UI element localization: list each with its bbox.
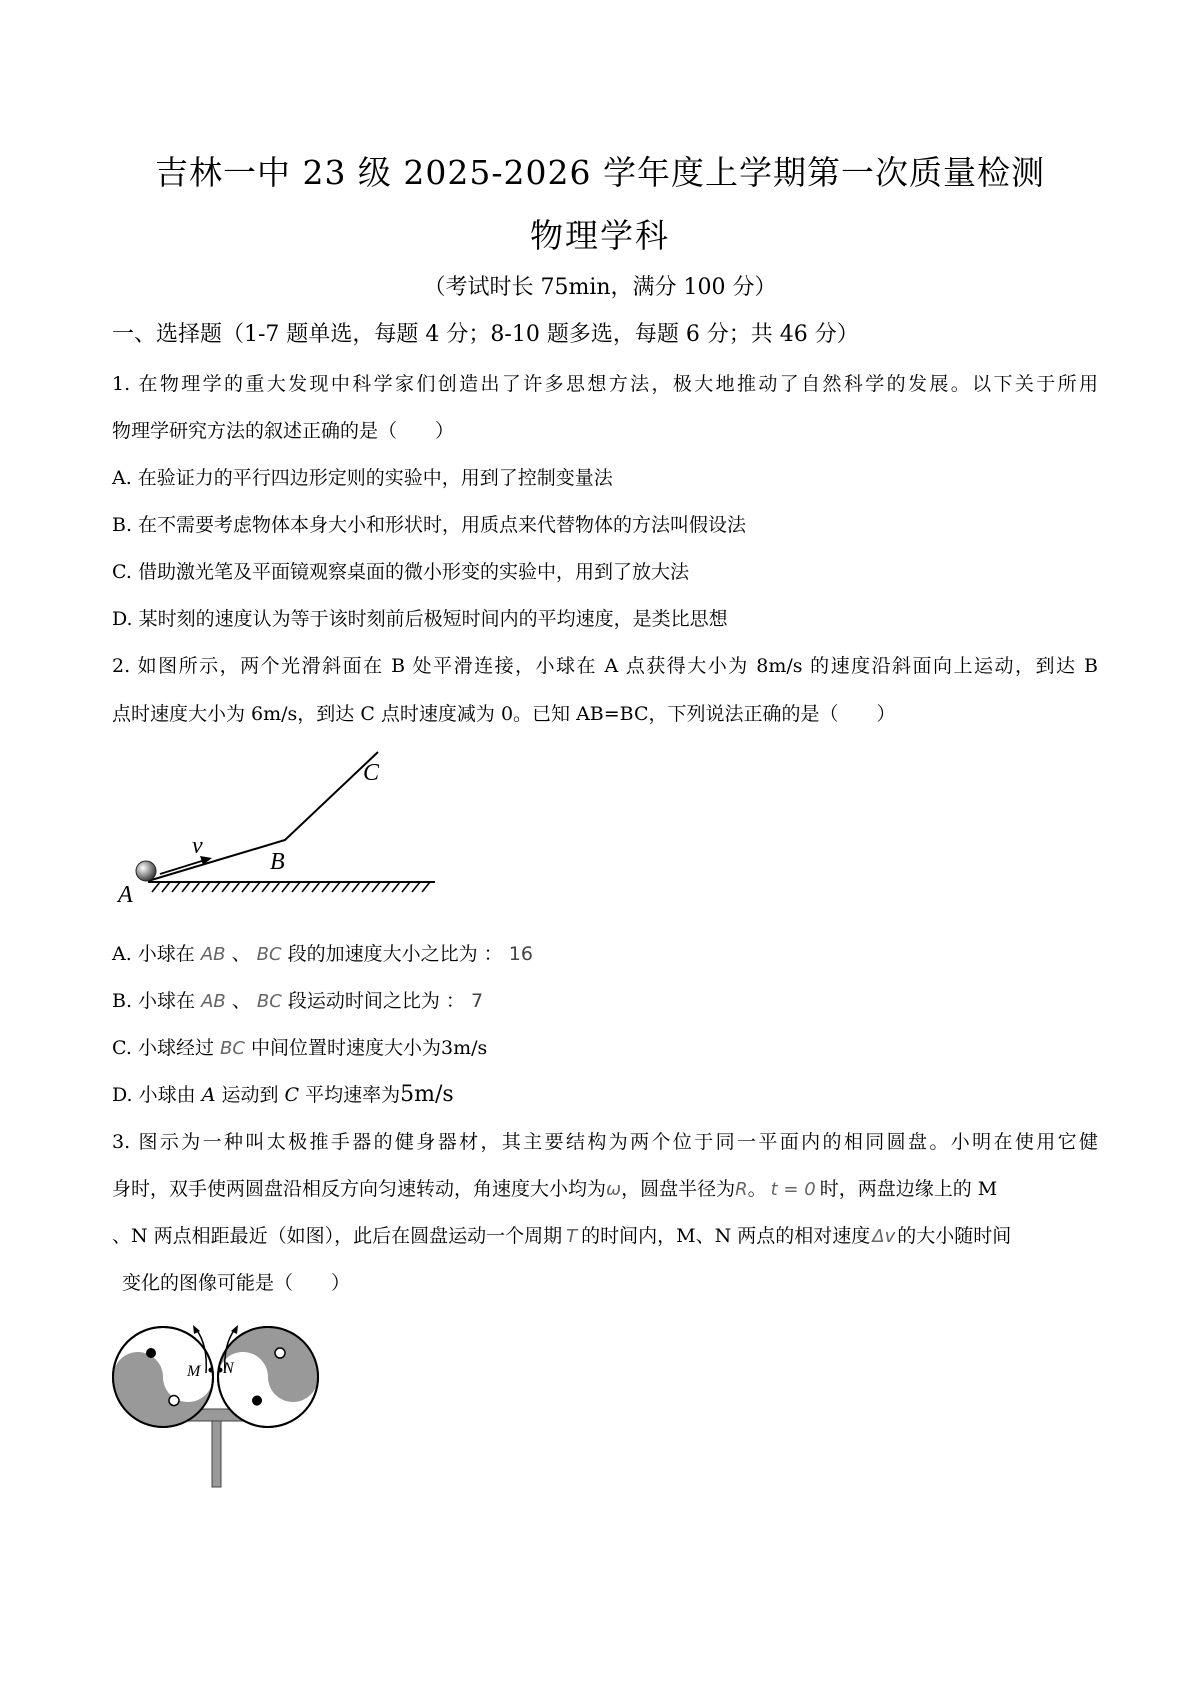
q2-stem-line2: 点时速度大小为 6m/s，到达 C 点时速度减为 0。已知 AB=BC，下列说法正确的是（ ） bbox=[112, 703, 896, 725]
incline-path bbox=[148, 752, 378, 881]
q3-stem-line1: 3. 图示为一种叫太极推手器的健身器材，其主要结构为两个位于同一平面内的相同圆盘。小明在使用它健 bbox=[112, 1131, 1098, 1153]
q1-stem-line2: 物理学研究方法的叙述正确的是（ ） bbox=[112, 420, 455, 442]
label-m: M bbox=[187, 1363, 201, 1380]
q1-option-d: D. 某时刻的速度认为等于该时刻前后极短时间内的平均速度，是类比思想 bbox=[112, 608, 728, 630]
q1-stem-line1: 1. 在物理学的重大发现中科学家们创造出了许多思想方法，极大地推动了自然科学的发展。以下关于所用 bbox=[112, 373, 1098, 395]
q2-stem-line1: 2. 如图所示，两个光滑斜面在 B 处平滑连接，小球在 A 点获得大小为 8m/s 的速度沿斜面向上运动，到达 B bbox=[112, 655, 1098, 677]
q2-option-d: D. 小球由 A 运动到 C 平均速率为5m/s bbox=[112, 1082, 454, 1107]
ground-hatching bbox=[152, 882, 430, 892]
point-n bbox=[218, 1368, 223, 1373]
q1-option-b: B. 在不需要考虑物体本身大小和形状时，用质点来代替物体的方法叫假设法 bbox=[112, 514, 747, 536]
label-c: C bbox=[363, 760, 380, 786]
exam-info: （考试时长 75min，满分 100 分） bbox=[423, 275, 777, 300]
q3-stem-line2: 身时，双手使两圆盘沿相反方向匀速转动，角速度大小均为ω，圆盘半径为R。 t = 0 时，两盘边缘上的 M bbox=[112, 1178, 998, 1200]
q2-option-a: A. 小球在 AB 、 BC 段的加速度大小之比为 ： 16 bbox=[112, 943, 533, 965]
exam-title: 吉林一中 23 级 2025-2026 学年度上学期第一次质量检测 bbox=[154, 153, 1046, 192]
q1-option-c: C. 借助激光笔及平面镜观察桌面的微小形变的实验中，用到了放大法 bbox=[112, 561, 689, 583]
label-a: A bbox=[118, 882, 133, 908]
subject-title: 物理学科 bbox=[530, 216, 670, 255]
taiji-pusher-figure bbox=[108, 1315, 338, 1490]
q2-option-b: B. 小球在 AB 、 BC 段运动时间之比为 ： 7 bbox=[112, 990, 484, 1012]
q1-option-a: A. 在验证力的平行四边形定则的实验中，用到了控制变量法 bbox=[112, 467, 613, 489]
label-v: v bbox=[192, 833, 203, 859]
q3-stem-line4: 变化的图像可能是（ ） bbox=[122, 1272, 351, 1294]
ball-icon bbox=[136, 861, 156, 881]
q2-option-c: C. 小球经过 BC 中间位置时速度大小为3m/s bbox=[112, 1037, 488, 1059]
point-m bbox=[209, 1368, 214, 1373]
label-n: N bbox=[223, 1360, 234, 1377]
handle-stem bbox=[212, 1421, 221, 1487]
incline-figure bbox=[110, 745, 450, 908]
right-disc bbox=[218, 1327, 318, 1427]
label-b: B bbox=[270, 849, 285, 875]
q3-stem-line3: 、N 两点相距最近（如图），此后在圆盘运动一个周期 T 的时间内，M、N 两点的相对速度 Δv 的大小随时间 bbox=[112, 1225, 1012, 1247]
section-heading: 一、选择题（1-7 题单选，每题 4 分；8-10 题多选，每题 6 分；共 46 分） bbox=[112, 322, 859, 347]
